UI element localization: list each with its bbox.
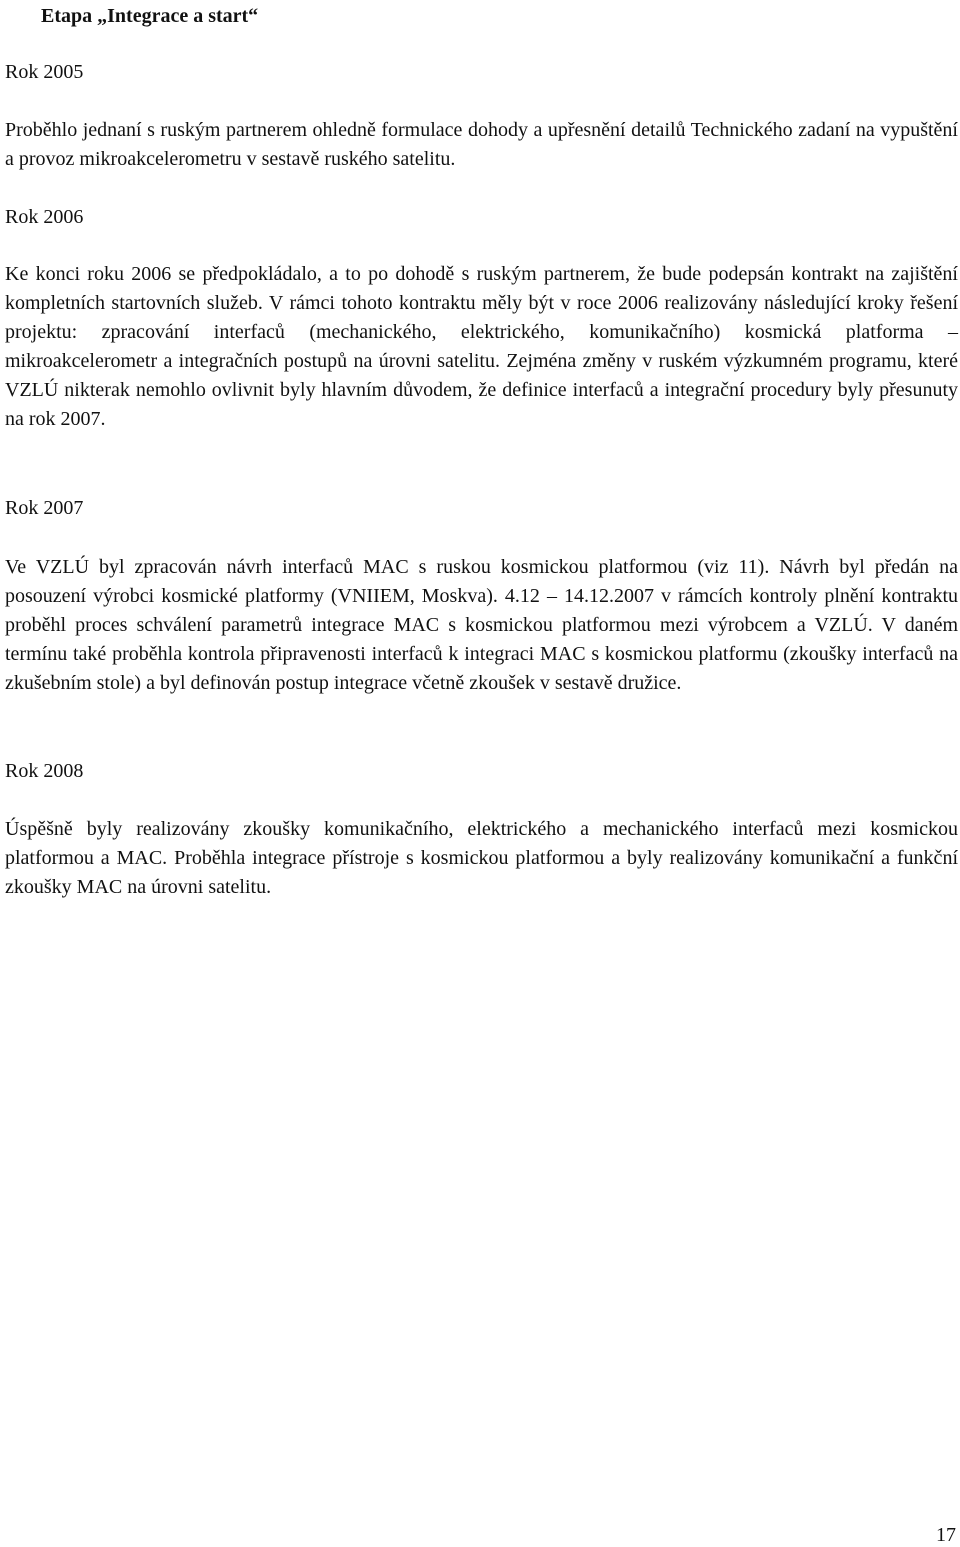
year-label-2007: Rok 2007 xyxy=(5,497,84,519)
paragraph-2007: Ve VZLÚ byl zpracován návrh interfaců MAC s ruskou kosmickou platformou (viz 11). Návrh byl předán na posouzení výrobci kosmické platformy (VNIIEM, Moskva). 4.12 – 14.12.2007 v rámcích kontroly plnění kontraktu proběhl proces schválení parametrů integrace MAC s kosmickou platformou mezi výrobcem a VZLÚ. V daném termínu také proběhla kontrola připravenosti interfaců k integraci MAC s kosmickou platformu (zkoušky interfaců na zkušebním stole) a byl definován postup integrace včetně zkoušek v sestavě družice. xyxy=(5,556,958,694)
paragraph-2005: Proběhlo jednaní s ruským partnerem ohledně formulace dohody a upřesnění detailů Technického zadaní na vypuštění a provoz mikroakcelerometru v sestavě ruského satelitu. xyxy=(5,119,958,170)
year-label-2008: Rok 2008 xyxy=(5,760,84,782)
year-label-2005: Rok 2005 xyxy=(5,61,84,83)
section-heading: Etapa „Integrace a start“ xyxy=(41,5,259,27)
paragraph-2008: Úspěšně byly realizovány zkoušky komunikačního, elektrického a mechanického interfaců mezi kosmickou platformou a MAC. Proběhla integrace přístroje s kosmickou platformou a byly realizovány komunikační a funkční zkoušky MAC na úrovni satelitu. xyxy=(5,818,958,898)
year-label-2006: Rok 2006 xyxy=(5,206,84,228)
paragraph-2006: Ke konci roku 2006 se předpokládalo, a to po dohodě s ruským partnerem, že bude podepsán kontrakt na zajištění kompletních startovních služeb. V rámci tohoto kontraktu měly být v roce 2006 realizovány následující kroky řešení projektu: zpracování interfaců (mechanického, elektrického, komunikačního) kosmická platforma – mikroakcelerometr a integračních postupů na úrovni satelitu. Zejména změny v ruském výzkumném programu, které VZLÚ nikterak nemohlo ovlivnit byly hlavním důvodem, že definice interfaců a integrační procedury byly přesunuty na rok 2007. xyxy=(5,263,958,430)
page-number: 17 xyxy=(936,1524,956,1546)
